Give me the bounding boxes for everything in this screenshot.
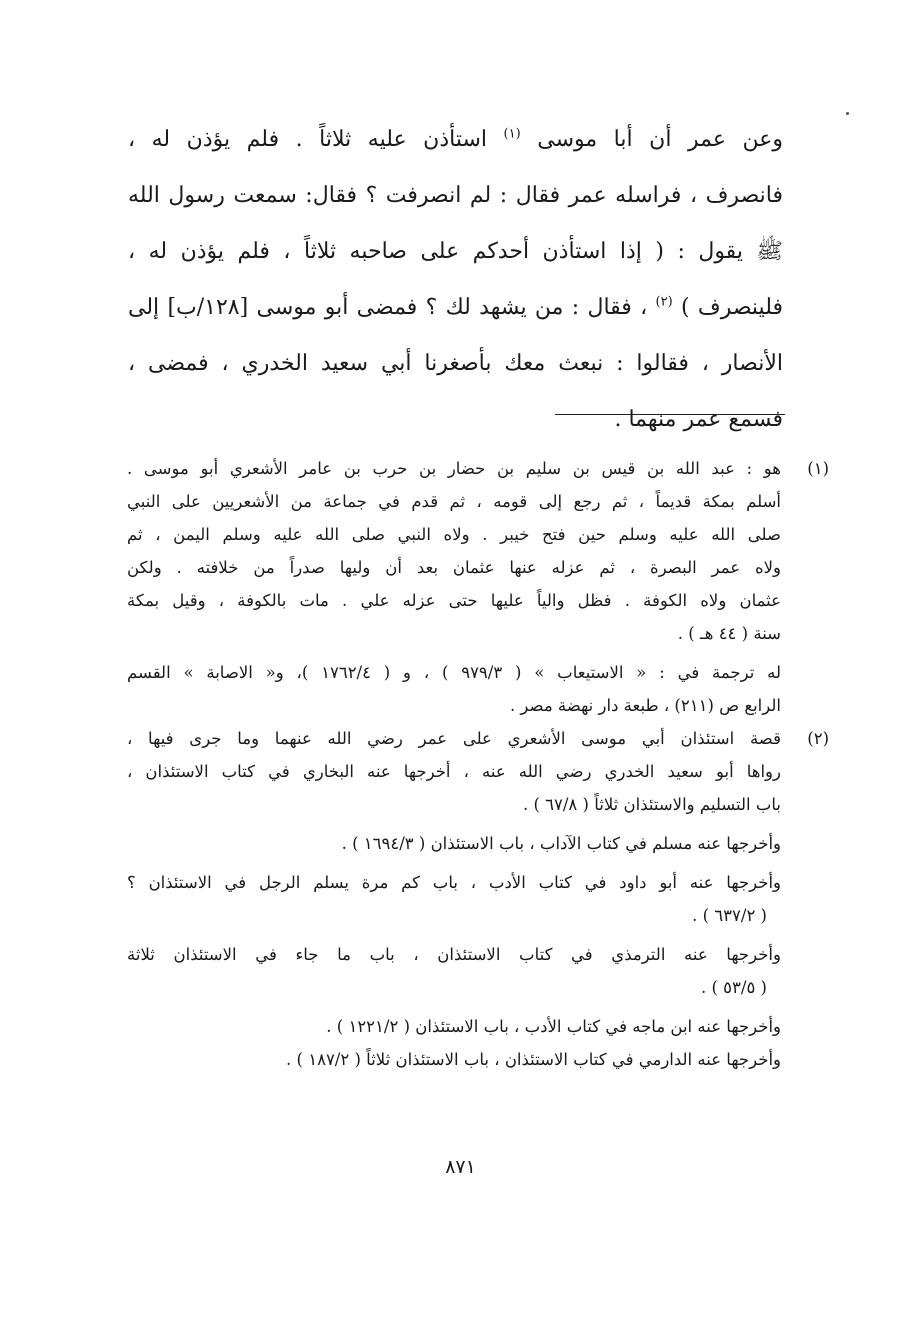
footnote-1-line: عثمان ولاه الكوفة . فظل والياً عليها حتى عزله علي . مات بالكوفة ، وقيل بمكة <box>127 591 781 610</box>
footnote-1-line: له ترجمة في : « الاستيعاب » ( ٩٧٩/٣ ) ، و ( ١٧٦٢/٤ )، و« الاصابة » القسم <box>127 663 781 682</box>
footnote-2-line: وأخرجها عنه أبو داود في كتاب الأدب ، باب كم مرة يسلم الرجل في الاستئذان ؟ <box>127 873 781 892</box>
footnote-1-number: (١) <box>807 459 829 478</box>
footnote-1-line: هو : عبد الله بن قيس بن سليم بن حضار بن حرب بن عامر الأشعري أبو موسى . <box>127 459 781 478</box>
main-line-4 <box>128 280 783 336</box>
footnote-2-line: وأخرجها عنه الترمذي في كتاب الاستئذان ، باب ما جاء في الاستئذان ثلاثة <box>127 945 781 964</box>
footnote-2-number: (٢) <box>807 729 829 748</box>
footnote-2-line: وأخرجها عنه الدارمي في كتاب الاستئذان ، باب الاستئذان ثلاثاً ( ١٨٧/٢ ) . <box>286 1050 781 1069</box>
footnote-2-line: وأخرجها عنه ابن ماجه في كتاب الأدب ، باب الاستئذان ( ١٢٢١/٢ ) . <box>326 1017 781 1036</box>
footnote-separator <box>555 414 785 415</box>
footnotes-section <box>127 452 829 1076</box>
stray-ink-mark <box>846 112 849 115</box>
footnote-1-line: أسلم بمكة قديماً ، ثم رجع إلى قومه ، ثم قدم في جماعة من الأشعريين على النبي <box>127 492 781 511</box>
footnote-2-line: رواها أبو سعيد الخدري رضي الله عنه ، أخرجها عنه البخاري في كتاب الاستئذان ، <box>127 762 781 781</box>
footnote-2-line: قصة استئذان أبي موسى الأشعري على عمر رضي الله عنهما وما جرى فيها ، <box>127 729 781 748</box>
footnote-1-line: ولاه عمر البصرة ، ثم عزله عنها عثمان بعد أن وليها صدراً من خلافته . ولكن <box>127 558 781 577</box>
main-line-3: ﷺ يقول : ( إذا استأذن أحدكم على صاحبه ثلاثاً ، فلم يؤذن له ، <box>128 239 783 264</box>
footnote-ref-1: (١) <box>503 126 521 142</box>
footnote-1-line: صلى الله عليه وسلم حين فتح خيبر . ولاه النبي صلى الله عليه وسلم اليمن ، ثم <box>127 525 781 544</box>
main-line-1 <box>128 112 783 168</box>
footnote-1-line: الرابع ص (٢١١) ، طبعة دار نهضة مصر . <box>509 696 781 715</box>
main-text-body <box>128 112 783 448</box>
main-line-6: فسمع عمر منهما . <box>614 407 783 432</box>
footnote-2-line: ( ٦٣٧/٢ ) . <box>692 906 767 925</box>
footnote-1 <box>127 452 829 722</box>
main-line-2: فانصرف ، فراسله عمر فقال : لم انصرفت ؟ فقال: سمعت رسول الله <box>128 183 783 208</box>
main-line-4-start: فلينصرف ) <box>672 295 783 320</box>
footnote-ref-2: (٢) <box>655 294 673 310</box>
main-line-1-start: وعن عمر أن أبا موسى <box>520 127 783 152</box>
main-line-5: الأنصار ، فقالوا : نبعث معك بأصغرنا أبي سعيد الخدري ، فمضى ، <box>128 351 783 376</box>
footnote-1-line: سنة ( ٤٤ هـ ) . <box>677 624 781 643</box>
footnote-2-line: باب التسليم والاستئذان ثلاثاً ( ٦٧/٨ ) . <box>522 795 781 814</box>
page-number: ٨٧١ <box>445 1156 476 1178</box>
footnote-2 <box>127 722 829 1076</box>
main-line-4-end: ، فقال : من يشهد لك ؟ فمضى أبو موسى [١٢٨/ب] إلى <box>128 295 656 320</box>
main-line-1-end: استأذن عليه ثلاثاً . فلم يؤذن له ، <box>128 127 504 152</box>
footnote-2-line: ( ٥٣/٥ ) . <box>700 978 767 997</box>
footnote-2-line: وأخرجها عنه مسلم في كتاب الآداب ، باب الاستئذان ( ١٦٩٤/٣ ) . <box>341 834 781 853</box>
